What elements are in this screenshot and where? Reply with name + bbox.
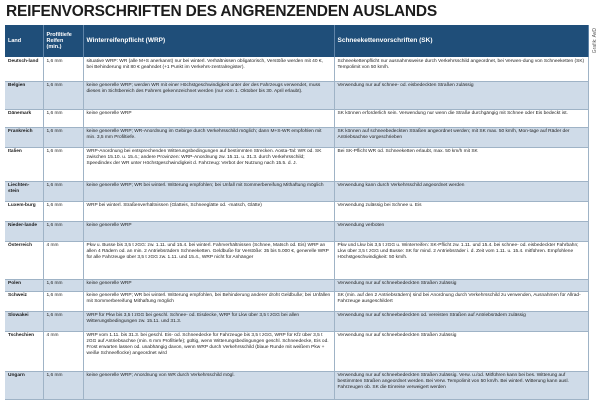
header-wrp: Winterreifenpflicht (WRP) — [83, 25, 334, 57]
table-row — [5, 279, 588, 291]
country-cell: Belgien — [5, 81, 43, 109]
table-row — [5, 221, 588, 241]
profile-cell: 1,6 mm — [43, 291, 83, 311]
wrp-cell: keine generelle WRP — [83, 109, 334, 127]
wrp-cell: situative WRP: WR (alle M+S anerkannt) nur bei winterl. Verhältnissen obligatorisch, Verstöße werden mit 40 €, bei Behinderung mit 80 € geahndet (+1 Punkt im Verkehrs-zentralregister). — [83, 57, 334, 81]
profile-cell: 1,6 mm — [43, 371, 83, 399]
profile-cell: 1,6 mm — [43, 201, 83, 221]
table-row — [5, 291, 588, 311]
table-row — [5, 201, 588, 221]
country-cell: Österreich — [5, 241, 43, 279]
wrp-cell: WRP für Pkw bis 3,5 t zGG bei geschl. Schnee- od. Eisdecke, WRP für Lkw über 3,5 t zGG bei allen Witterungsbedingungen zw. 15.11. und 31.3. — [83, 311, 334, 331]
sk-cell: Verwendung kann durch Verkehrsschild angeordnet werden — [334, 181, 588, 201]
source-credit: Grafik: AvD — [592, 28, 598, 54]
profile-cell: 1,6 mm — [43, 221, 83, 241]
profile-cell: 1,6 mm — [43, 147, 83, 181]
table-row — [5, 181, 588, 201]
wrp-cell: keine generelle WRP; werden WR mit einer Höchstgeschwindigkeit unter der des Fahrzeugs verwendet, muss dieses im Sichtbereich des Fahrers gekennzeichnet werden (nur vom 1. Oktober bis 30. April erlaubt). — [83, 81, 334, 109]
profile-cell: 1,6 mm — [43, 279, 83, 291]
profile-cell: 1,6 mm — [43, 109, 83, 127]
sk-cell: Verwendung nur auf schneebedeckten od. vereisten Straßen auf Antriebsrädern zulässig — [334, 311, 588, 331]
wrp-cell: keine generelle WRP; Anordnung von WR durch Verkehrsschild mögl. — [83, 371, 334, 399]
country-cell: Liechten-stein — [5, 181, 43, 201]
country-cell: Tschechien — [5, 331, 43, 371]
wrp-cell: keine generelle WRP; WR-Anordnung im Gebirge durch Verkehrsschild möglich; dann M+S-WR empfohlen mit min. 3,5 mm Profiltiefe. — [83, 127, 334, 147]
table-row — [5, 241, 588, 279]
sk-cell: Verwendung verboten — [334, 221, 588, 241]
profile-cell: 1,6 mm — [43, 181, 83, 201]
sk-cell: Bei SK-Pflicht WR od. Schneeketten erlaubt, max. 50 km/h mit SK — [334, 147, 588, 181]
country-cell: Ungarn — [5, 371, 43, 399]
profile-cell: 1,6 mm — [43, 127, 83, 147]
wrp-cell: keine generelle WRP; WR bei winterl. Witterung empfohlen; bei Unfall mit Sommerbereifung Mithaftung möglich — [83, 181, 334, 201]
regulations-table — [5, 25, 589, 400]
sk-cell: Verwendung zulässig bei Schnee u. Eis — [334, 201, 588, 221]
country-cell: Dänemark — [5, 109, 43, 127]
profile-cell: 1,6 mm — [43, 81, 83, 109]
country-cell: Deutsch-land — [5, 57, 43, 81]
sk-cell: Verwendung nur auf schneebedeckten Straßen zulässig — [334, 331, 588, 371]
wrp-cell: keine generelle WRP — [83, 279, 334, 291]
table-row — [5, 127, 588, 147]
wrp-cell: keine generelle WRP; WR bei winterl. Witterung empfohlen, bei Behinderung anderer droht Geldbuße; bei Unfällen mit Sommerbereifung Mithaftung möglich — [83, 291, 334, 311]
profile-cell: 4 mm — [43, 241, 83, 279]
sk-cell: Pkw und Lkw bis 3,5 t zGG u. Winterreifen: SK-Pflicht zw. 1.11. und 15.4. bei schnee- od. eisbedeckter Fahrbahn; Lkw über 3,5 t zGG und Busse: SK für mind. 2 Antriebsräder i. d. Zeit vom 1.11. u. 15.4. mitführen. Empfohlene Höchstgeschwindigkeit: 50 km/h. — [334, 241, 588, 279]
country-cell: Polen — [5, 279, 43, 291]
header-sk: Schneekettenvorschriften (SK) — [334, 25, 588, 57]
table-row — [5, 331, 588, 371]
table-header-row — [5, 25, 588, 57]
profile-cell: 1,6 mm — [43, 57, 83, 81]
header-land: Land — [5, 25, 43, 57]
sk-cell: Verwendung nur auf schneebedeckten Straßen zulässig — [334, 279, 588, 291]
wrp-cell: WRP vom 1.11. bis 31.3. bei geschl. Eis- od. Schneedecke für Fahrzeuge bis 3,5 t zGG, WRP für Kfz über 3,5 t zGG auf Antriebsachse (min. 6 mm Profiltiefe); gültig, wenn Witterungsbedingungen geschl. Schneedecke, Eis od. Frost erwarten lassen od. unabhängig davon, wenn WRP durch Verkehrsschild (blaue Runde mit weißem Pkw + weiße Schneeflocke) angeordnet wird — [83, 331, 334, 371]
table-row — [5, 81, 588, 109]
table-row — [5, 147, 588, 181]
sk-cell: Verwendung nur auf schneebedeckten Straßen zulässig. Verw. u./od. Mitführen kann bei bes. Witterung auf bestimmten Straßen angeordnet werden. Bei Verw. Tempolimit von 50 km/h. Bei winterl. Witterung kann ausl. Fahrzeugen ob. SK die Einreise verweigert werden — [334, 371, 588, 399]
profile-cell: 4 mm — [43, 331, 83, 371]
sk-cell: SK können erforderlich sein. Verwendung nur wenn die Straße durchgängig mit Schnee oder Eis bedeckt ist. — [334, 109, 588, 127]
table-row — [5, 311, 588, 331]
country-cell: Luxem-burg — [5, 201, 43, 221]
country-cell: Schweiz — [5, 291, 43, 311]
wrp-cell: WRP bei winterl. Straßenverhältnissen (Glatteis, Schneeglätte od. -matsch, Glätte) — [83, 201, 334, 221]
wrp-cell: Pkw u. Busse bis 3,5 t zGG: zw. 1.11. und 15.4. bei winterl. Fahrverhältnissen (Schnee, Matsch od. Eis) WRP an allen 4 Rädern od. an min. 2 Antriebsrädern Schneeketten. Geldbuße für Verstöße: 35 bis 5.000 €, generelle WRP für alle Fahrzeuge über 3,5 t zGG zw. 1.11. und 15.4., WRP nicht für Anhänger — [83, 241, 334, 279]
table-row — [5, 109, 588, 127]
wrp-cell: WRP-Anordnung bei entsprechenden Witterungsbedingungen auf bestimmten Strecken. Aosta-Tal: WR od. SK zwischen 15.10. u. 15.4.; andere Provinzen: WRP-Anordnung zw. 15.11. u. 31.3. durch Verkehrsschild; Speedindex der WR unter Höchstgeschwindigkeit d. Fahrzeug: Verbot der Nutzung nach 15.5. d. J. — [83, 147, 334, 181]
table-row — [5, 57, 588, 81]
country-cell: Nieder-lande — [5, 221, 43, 241]
sk-cell: Schneekettenpflicht nur ausnahmsweise durch Verkehrsschild angeordnet, bei Verwen-dung von Schneeketten (SK) Tempolimit von 50 km/h. — [334, 57, 588, 81]
sk-cell: Verwendung nur auf schnee- od. eisbedeckten Straßen zulässig — [334, 81, 588, 109]
country-cell: Italien — [5, 147, 43, 181]
page-title: REIFENVORSCHRIFTEN DES ANGRENZENDEN AUSLANDS — [6, 3, 437, 20]
sk-cell: SK (min. auf den 2 Antriebsrädern) sind bei Anordnung durch Verkehrsschild zu verwenden, Ausnahmen für Allrad-Fahrzeuge ausgeschildert — [334, 291, 588, 311]
table-row — [5, 371, 588, 399]
header-profile: Profiltiefe Reifen (min.) — [43, 25, 83, 57]
sk-cell: SK können auf schneebedeckten Straßen angeordnet werden; mit SK max. 50 km/h, Mon-tage auf Räder der Antriebsachse vorgeschrieben — [334, 127, 588, 147]
country-cell: Frankreich — [5, 127, 43, 147]
wrp-cell: keine generelle WRP — [83, 221, 334, 241]
profile-cell: 1,6 mm — [43, 311, 83, 331]
country-cell: Slowakei — [5, 311, 43, 331]
